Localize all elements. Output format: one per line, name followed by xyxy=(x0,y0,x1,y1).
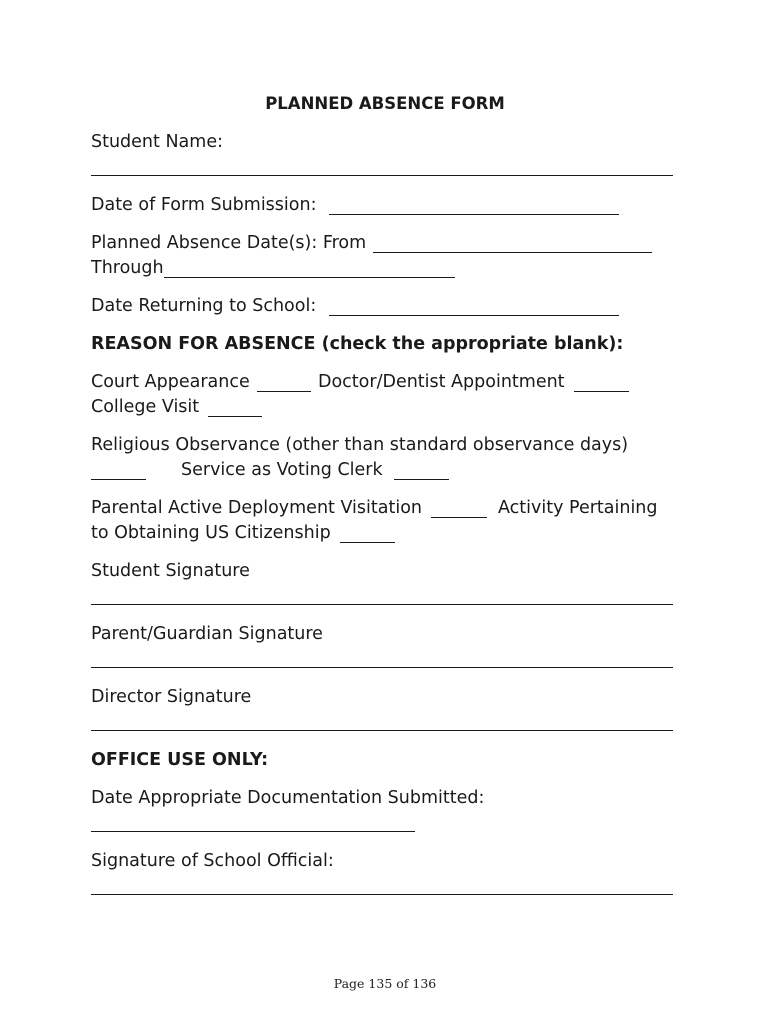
deployment-checkbox[interactable] xyxy=(431,500,487,518)
doctor-label: Doctor/Dentist Appointment xyxy=(318,372,565,392)
date-submission-label: Date of Form Submission: xyxy=(91,195,317,215)
citizenship-checkbox[interactable] xyxy=(340,525,395,543)
doctor-checkbox[interactable] xyxy=(574,374,629,392)
official-signature-field[interactable] xyxy=(91,894,673,895)
documentation-field[interactable] xyxy=(91,831,415,832)
parent-signature-label: Parent/Guardian Signature xyxy=(91,624,323,644)
office-heading: OFFICE USE ONLY: xyxy=(91,750,269,770)
director-signature-label: Director Signature xyxy=(91,687,252,707)
religious-checkbox[interactable] xyxy=(91,462,146,480)
college-label: College Visit xyxy=(91,397,200,417)
voting-clerk-label: Service as Voting Clerk xyxy=(181,460,383,480)
student-signature-field[interactable] xyxy=(91,604,673,605)
religious-label: Religious Observance (other than standard observance days) xyxy=(91,435,629,455)
through-label: Through xyxy=(91,258,164,278)
deployment-label: Parental Active Deployment Visitation xyxy=(91,498,423,518)
returning-label: Date Returning to School: xyxy=(91,296,317,316)
page-number: Page 135 of 136 xyxy=(333,976,437,991)
court-checkbox[interactable] xyxy=(257,374,311,392)
student-name-label: Student Name: xyxy=(91,132,223,152)
student-signature-label: Student Signature xyxy=(91,561,250,581)
planned-from-label: Planned Absence Date(s): From xyxy=(91,233,367,253)
court-label: Court Appearance xyxy=(91,372,250,392)
reason-heading: REASON FOR ABSENCE (check the appropriate blank): xyxy=(91,334,624,354)
citizenship-label-part1: Activity Pertaining xyxy=(498,498,658,518)
parent-signature-field[interactable] xyxy=(91,667,673,668)
date-submission-field[interactable] xyxy=(329,197,619,215)
returning-field[interactable] xyxy=(329,298,619,316)
director-signature-field[interactable] xyxy=(91,730,673,731)
planned-from-field[interactable] xyxy=(373,235,652,253)
college-checkbox[interactable] xyxy=(208,399,262,417)
documentation-label: Date Appropriate Documentation Submitted: xyxy=(91,788,485,808)
through-field[interactable] xyxy=(164,260,455,278)
date-submission-row xyxy=(91,194,316,216)
form-title: PLANNED ABSENCE FORM xyxy=(265,94,505,113)
voting-clerk-checkbox[interactable] xyxy=(394,462,449,480)
citizenship-label-part2: to Obtaining US Citizenship xyxy=(91,523,331,543)
student-name-field[interactable] xyxy=(91,175,673,176)
official-signature-label: Signature of School Official: xyxy=(91,851,334,871)
